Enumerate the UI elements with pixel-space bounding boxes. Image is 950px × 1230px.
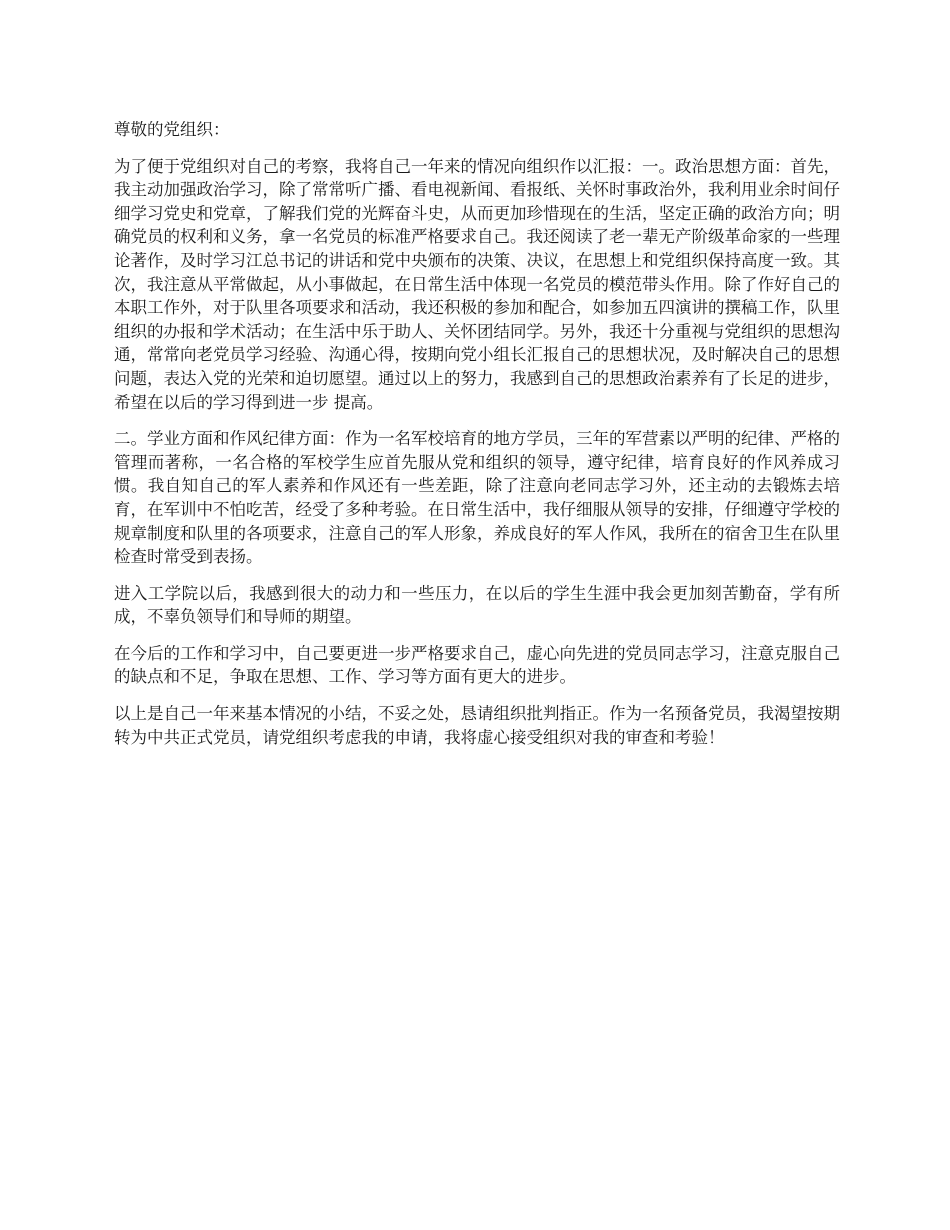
document-page <box>114 118 840 762</box>
paragraph-conclusion: 以上是自己一年来基本情况的小结，不妥之处，恳请组织批判指正。作为一名预备党员，我渴望按期转为中共正式党员，请党组织考虑我的申请，我将虚心接受组织对我的审查和考验！ <box>114 704 840 747</box>
paragraph-political-thought: 为了便于党组织对自己的考察，我将自己一年来的情况向组织作以汇报：一。政治思想方面：首先，我主动加强政治学习，除了常常听广播、看电视新闻、看报纸、关怀时事政治外，我利用业余时间仔细学习党史和党章，了解我们党的光辉奋斗史，从而更加珍惜现在的生活，坚定正确的政治方向；明确党员的权利和义务，拿一名党员的标准严格要求自己。我还阅读了老一辈无产阶级革命家的一些理论著作，及时学习江总书记的讲话和党中央颁布的决策、决议，在思想上和党组织保持高度一致。其次，我注意从平常做起，从小事做起，在日常生活中体现一名党员的模范带头作用。除了作好自己的本职工作外，对于队里各项要求和活动，我还积极的参加和配合，如参加五四演讲的撰稿工作，队里组织的办报和学术活动；在生活中乐于助人、关怀团结同学。另外，我还十分重视与党组织的思想沟通，常常向老党员学习经验、沟通心得，按期向党小组长汇报自己的思想状况，及时解决自己的思想问题，表达入党的光荣和迫切愿望。通过以上的努力，我感到自己的思想政治素养有了长足的进步，希望在以后的学习得到进一步 提高。 <box>114 156 840 412</box>
paragraph-academic-discipline: 二。学业方面和作风纪律方面：作为一名军校培育的地方学员，三年的军营素以严明的纪律、严格的管理而著称，一名合格的军校学生应首先服从党和组织的领导，遵守纪律，培育良好的作风养成习惯。我自知自己的军人素养和作风还有一些差距，除了注意向老同志学习外，还主动的去锻炼去培育，在军训中不怕吃苦，经受了多种考验。在日常生活中，我仔细服从领导的安排，仔细遵守学校的规章制度和队里的各项要求，注意自己的军人形象，养成良好的军人作风，我所在的宿舍卫生在队里检查时常受到表扬。 <box>114 429 840 567</box>
paragraph-future-work: 在今后的工作和学习中，自己要更进一步严格要求自己，虚心向先进的党员同志学习，注意克服自己的缺点和不足，争取在思想、工作、学习等方面有更大的进步。 <box>114 643 840 687</box>
paragraph-engineering-college: 进入工学院以后，我感到很大的动力和一些压力，在以后的学生生涯中我会更加刻苦勤奋，学有所成，不辜负领导们和导师的期望。 <box>114 583 840 627</box>
salutation: 尊敬的党组织： <box>114 120 230 139</box>
